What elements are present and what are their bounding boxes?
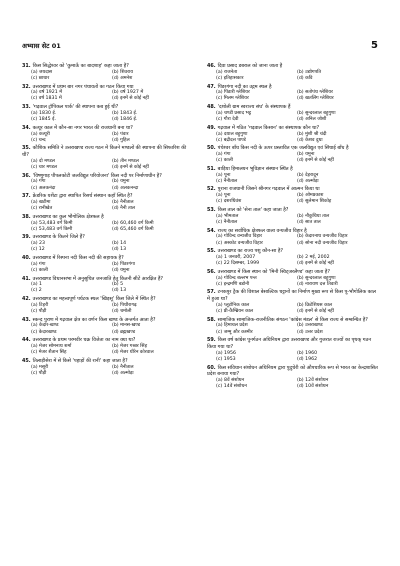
question-text: पुराना राजधानी जिसने श्रीनगर गढ़वाल में आत्मन किया था bbox=[217, 186, 320, 193]
question-number: 37. bbox=[22, 193, 31, 200]
answer-option: (d) अलकनन्दा bbox=[112, 185, 139, 191]
answer-option: (c) चार मण्डल bbox=[31, 164, 58, 170]
options-grid bbox=[207, 70, 378, 82]
options-grid bbox=[22, 323, 193, 335]
options-grid bbox=[207, 193, 378, 205]
options-grid bbox=[22, 344, 193, 356]
answer-option: (c) जम्मू और कश्मीर bbox=[216, 329, 253, 335]
answer-option: (b) 5 bbox=[112, 282, 124, 288]
question-item bbox=[22, 358, 193, 377]
question-text: दिवा प्रसाद डबराल को जाना जाता है bbox=[217, 63, 283, 69]
answer-option: (a) दयाल बहुगुणा bbox=[216, 131, 248, 137]
answer-option: (d) इनमें से कोई नहीं bbox=[112, 164, 149, 170]
page-header bbox=[22, 40, 378, 51]
left-column bbox=[22, 63, 193, 392]
answer-option: (a) 8वें संशोधन bbox=[216, 378, 245, 384]
answer-option: (d) 13 bbox=[112, 288, 127, 294]
question-text-line bbox=[207, 248, 378, 255]
question-text-line bbox=[22, 193, 193, 200]
answer-option: (c) प्री-कैम्ब्रियन काल bbox=[216, 309, 254, 314]
answer-option: (b) क्रिटेशियस काल bbox=[297, 302, 333, 308]
question-text: उत्तराखण्ड में रिस्पना नदी किस नदी की सहायक है? bbox=[32, 254, 124, 261]
question-item bbox=[22, 173, 193, 192]
question-number: 51. bbox=[207, 165, 216, 172]
question-text: कौशिक समिति ने उत्तराखण्ड राज्य गठन में कितने मण्डलों की स्थापना की सिफारिश की थी? bbox=[22, 145, 187, 159]
question-item bbox=[22, 125, 193, 144]
question-item bbox=[207, 317, 378, 336]
question-text: कत्यूर काल में कौन-सा नगर भारत की राजधानी बना था? bbox=[32, 124, 133, 131]
answer-option: (c) नैनीताल bbox=[216, 178, 238, 184]
answer-option: (b) 1843 ई. bbox=[112, 110, 138, 116]
question-number: 53. bbox=[207, 207, 216, 214]
answer-option: (b) नैनीताल bbox=[112, 200, 134, 205]
answer-option: (c) 1953 bbox=[216, 356, 236, 362]
question-item bbox=[207, 289, 378, 315]
answer-option: (c) बद्रीदत्त पाण्डे bbox=[216, 137, 246, 143]
question-item bbox=[207, 84, 378, 103]
question-number: 35. bbox=[22, 145, 31, 152]
question-number: 55. bbox=[207, 248, 216, 255]
question-number: 43. bbox=[22, 316, 31, 323]
answer-option: (a) भीमताल bbox=[216, 213, 239, 219]
options-grid bbox=[207, 90, 378, 102]
answer-option: (b) 2 मई, 2002 bbox=[297, 254, 330, 260]
answer-option: (a) मसूरी bbox=[31, 364, 49, 370]
answer-option: (d) 10वें संशोधन bbox=[297, 384, 329, 390]
answer-option: (a) टिहरी bbox=[31, 302, 49, 308]
question-text-line bbox=[22, 358, 193, 365]
answer-option: (a) 1830 ई. bbox=[31, 110, 57, 116]
question-number: 56. bbox=[207, 268, 216, 275]
answer-option: (d) उत्तर प्रदेश bbox=[297, 329, 323, 335]
answer-option: (b) उत्तराखण्ड bbox=[297, 323, 323, 329]
answer-option: (b) नौकुचिया ताल bbox=[297, 213, 330, 219]
answer-option: (a) 53,483 वर्ग किमी bbox=[31, 220, 73, 226]
answer-option: (a) गोविन्द वन्यजीव विहार bbox=[216, 234, 263, 240]
answer-option: (a) गोविन्द बल्लभ पन्त bbox=[216, 275, 257, 281]
question-text-line bbox=[22, 276, 193, 283]
question-item bbox=[207, 63, 378, 82]
question-number: 40. bbox=[22, 254, 31, 261]
answer-option: (b) 12वें संशोधन bbox=[297, 378, 329, 384]
question-number: 31. bbox=[22, 63, 31, 69]
answer-option: (d) नैनी ताल bbox=[112, 206, 136, 212]
answer-option: (d) 1846 ई. bbox=[112, 117, 138, 123]
answer-option: (d) 65,460 वर्ग किमी bbox=[112, 226, 154, 232]
answer-option: (d) 13 bbox=[112, 247, 127, 253]
answer-option: (b) शिवराय bbox=[112, 69, 133, 75]
options-grid bbox=[207, 152, 378, 164]
options-grid bbox=[207, 378, 378, 390]
question-number: 42. bbox=[22, 296, 31, 303]
question-text-line bbox=[207, 63, 378, 70]
question-text-line bbox=[207, 289, 378, 303]
question-text: टनकपुर ट्रैक की विशाल बेसाल्टिक चट्टानों का निर्माण मुख्य रूप से किस पू-भौगोलिक काल में हुआ था? bbox=[207, 289, 376, 303]
answer-option: (d) ब्रह्मखण्ड bbox=[112, 329, 136, 335]
answer-option: (a) 23 bbox=[31, 241, 45, 247]
answer-option: (c) इन्द्रमणि बडोनी bbox=[216, 281, 250, 287]
answer-option: (b) सुन्दरलाल बहुगुणा bbox=[297, 275, 336, 281]
question-text-line bbox=[22, 173, 193, 180]
question-text: सामाजिक सामाजिक-राजनीतिक संगठन 'कांग्रेस मंडल' से किस राज्य से सम्बन्धित है? bbox=[217, 316, 368, 323]
question-item bbox=[22, 276, 193, 295]
question-text: उत्तराखण्ड का कुल भौगोलिक क्षेत्रफल है bbox=[32, 213, 104, 220]
answer-option: (c) 53,483 वर्ग किमी bbox=[31, 226, 73, 232]
question-text-line bbox=[22, 125, 193, 132]
answer-option: (b) सुन्दरलाल बहुगुणा bbox=[297, 110, 336, 116]
question-number: 60. bbox=[207, 364, 216, 371]
answer-option: (a) केदार-खण्ड bbox=[31, 323, 59, 329]
question-item bbox=[22, 63, 193, 82]
answer-option: (b) तीन मण्डल bbox=[112, 158, 139, 164]
question-text: 'गढ़वाल ट्रॉपिकल पार्क' की स्थापना कब हुई थी? bbox=[32, 104, 119, 111]
question-number: 38. bbox=[22, 213, 31, 220]
answer-option: (d) सोना नदी वन्यजीव विहार bbox=[297, 240, 348, 246]
answer-option: (d) इनमें से कोई नहीं bbox=[297, 158, 334, 164]
answer-option: (c) नैनीताल bbox=[216, 219, 238, 225]
question-text-line bbox=[207, 365, 378, 379]
answer-option: (d) चमोली bbox=[112, 309, 132, 314]
question-item bbox=[22, 145, 193, 171]
options-grid bbox=[207, 255, 378, 267]
question-text-line bbox=[207, 104, 378, 111]
question-text-line bbox=[207, 125, 378, 132]
question-number: 44. bbox=[22, 337, 31, 344]
question-text: किस सिद्धेश्वर को 'कुमाऊँ का बादशाह' कहा जाता है? bbox=[32, 63, 129, 69]
answer-option: (c) काली bbox=[216, 158, 233, 164]
answer-option: (d) अल्मोड़ा bbox=[112, 370, 134, 376]
question-number: 50. bbox=[207, 145, 216, 152]
options-grid bbox=[207, 173, 378, 185]
question-item bbox=[207, 248, 378, 267]
question-number: 57. bbox=[207, 289, 216, 296]
answer-option: (a) खटीमा bbox=[31, 200, 51, 205]
answer-option: (c) 2 bbox=[31, 288, 42, 294]
options-grid bbox=[22, 365, 193, 377]
question-number: 41. bbox=[22, 275, 31, 282]
options-grid bbox=[207, 351, 378, 363]
question-text: फ्रेडरिक यशेंटा द्वारा स्थापित रिसर्च संस्थान कहाँ स्थित है? bbox=[32, 193, 133, 200]
question-text-line bbox=[22, 255, 193, 262]
question-number: 34. bbox=[22, 124, 31, 131]
answer-option: (b) मेजर गब्बर सिंह bbox=[112, 344, 148, 350]
answer-option: (b) वर्ष 1927 में bbox=[112, 90, 144, 96]
question-item bbox=[207, 104, 378, 123]
question-text: किस वर्ष कांग्रेस पुनर्गठन अधिनियम द्वारा उत्तराखण्ड और गुजरात राज्यों का पृथक् गठन किया गया था? bbox=[207, 337, 372, 351]
answer-option: (a) राजनेता bbox=[216, 69, 238, 75]
answer-option: (c) वर्ष 1831 में bbox=[31, 96, 62, 102]
answer-option: (b) यमुना bbox=[112, 179, 130, 185]
question-text: किस संविधान संशोधन अधिनियम द्वारा पुदुचेरी को औपचारिक रूप से भारत का केन्द्रशासित प्रदेश बनाया गया? bbox=[207, 364, 378, 378]
page-number: 5 bbox=[371, 40, 378, 51]
answer-option: (a) दो मण्डल bbox=[31, 158, 55, 164]
answer-option: (d) गुहिल bbox=[112, 137, 130, 143]
options-grid bbox=[22, 90, 193, 102]
question-text-line bbox=[207, 186, 378, 193]
options-grid bbox=[207, 111, 378, 123]
answer-option: (c) 14वें संशोधन bbox=[216, 384, 247, 390]
question-text-line bbox=[22, 214, 193, 221]
question-text: उत्तराखण्ड के प्रथम परमवीर चक्र विजेता का नाम क्या था? bbox=[32, 337, 136, 344]
options-grid bbox=[207, 276, 378, 288]
answer-option: (d) सुलेमान शिकोह bbox=[297, 199, 332, 205]
question-text: उत्तराखण्ड में किस स्थान को 'मिनी स्विट्जरलैण्ड' कहा जाता है? bbox=[217, 268, 330, 275]
answer-option: (d) खतलिंग ग्लेशियर bbox=[297, 96, 334, 102]
question-item bbox=[207, 125, 378, 144]
question-item bbox=[207, 166, 378, 185]
question-text-line bbox=[207, 145, 378, 152]
answer-option: (d) मेजर धीरेन कोरवाल bbox=[112, 350, 154, 356]
question-number: 52. bbox=[207, 186, 216, 193]
options-grid bbox=[207, 132, 378, 144]
answer-option: (b) 1960 bbox=[297, 350, 318, 356]
question-item bbox=[22, 296, 193, 315]
answer-option: (d) केशव दुधा bbox=[297, 137, 323, 143]
options-grid bbox=[22, 282, 193, 294]
question-text: तिलाड़ीसेरा में से किसे 'पहाड़ों की रानी' कहा जाता है? bbox=[32, 357, 128, 364]
answer-option: (a) जयदास bbox=[31, 69, 53, 75]
answer-option: (d) यमुना bbox=[112, 267, 130, 273]
question-text: राज्य का सर्वाधिक क्षेत्रफल वाला वन्यजीव विहार है bbox=[217, 227, 307, 234]
answer-option: (c) गौरा देवी bbox=[216, 117, 239, 123]
question-text-line bbox=[22, 145, 193, 159]
answer-option: (a) 1 bbox=[31, 282, 43, 288]
answer-option: (b) पिंडरगंगा bbox=[112, 261, 135, 267]
question-text-line bbox=[207, 269, 378, 276]
question-text: उत्तराखण्ड विधानसभा में अनुसूचित जनजाति हेतु कितनी सीटें आरक्षित हैं? bbox=[32, 275, 164, 282]
options-grid bbox=[22, 159, 193, 171]
answer-option: (a) हिमाचल प्रदेश bbox=[216, 323, 248, 329]
question-text: किस ताल को 'सेना ताल' कहा जाता है? bbox=[217, 207, 289, 214]
options-grid bbox=[207, 303, 378, 315]
answer-option: (b) मानस-खण्ड bbox=[112, 323, 141, 329]
question-text: पिंडरगंगा नदी का उद्गम स्थल है bbox=[217, 83, 272, 90]
answer-option: (a) कत्यूरी bbox=[31, 131, 50, 137]
options-grid bbox=[22, 262, 193, 274]
question-number: 45. bbox=[22, 357, 31, 364]
answer-option: (b) पिथौरागढ़ bbox=[112, 302, 137, 308]
question-text-line bbox=[207, 207, 378, 214]
right-column bbox=[207, 63, 378, 392]
question-item bbox=[207, 186, 378, 205]
question-number: 59. bbox=[207, 337, 216, 344]
answer-option: (d) अनिल जोशी bbox=[297, 117, 327, 123]
answer-option: (c) 12 bbox=[31, 247, 45, 253]
answer-option: (c) इतिहासकार bbox=[216, 75, 244, 81]
answer-option: (a) पूना bbox=[216, 193, 231, 199]
question-item bbox=[22, 193, 193, 212]
question-item bbox=[207, 228, 378, 247]
options-grid bbox=[207, 214, 378, 226]
question-text: उत्तराखण्ड के कितने जिले हैं? bbox=[32, 234, 85, 241]
answer-option: (b) नैनीताल bbox=[112, 364, 134, 370]
question-number: 36. bbox=[22, 172, 31, 179]
answer-option: (d) अल्मोड़ा bbox=[297, 178, 319, 184]
question-text: उत्तराखण्ड में प्रथम बार नगर पंचायतों का गठन किया गया bbox=[32, 83, 134, 90]
question-text: पंचेश्वर बाँध किस नदी के ऊपर प्रस्तावित एक जलविद्युत एवं सिंचाई बाँध है bbox=[217, 145, 349, 152]
answer-option: (c) केदारखण्ड bbox=[31, 329, 57, 335]
question-number: 33. bbox=[22, 104, 31, 111]
options-grid bbox=[22, 221, 193, 233]
question-number: 48. bbox=[207, 104, 216, 111]
question-number: 49. bbox=[207, 124, 216, 131]
question-item bbox=[207, 337, 378, 363]
question-text: 'दशोली ग्राम स्वराज्य संघ' के संस्थापक हैं bbox=[217, 104, 291, 111]
question-item bbox=[22, 84, 193, 103]
question-item bbox=[207, 145, 378, 164]
question-item bbox=[207, 207, 378, 226]
answer-option: (b) 60,460 वर्ग किमी bbox=[112, 220, 154, 226]
answer-option: (d) अमनेश bbox=[112, 75, 133, 81]
answer-option: (c) 1845 ई. bbox=[31, 117, 56, 123]
answer-option: (c) रानीखेत bbox=[31, 206, 53, 212]
answer-option: (a) वर्ष 1921 में bbox=[31, 90, 63, 96]
answer-option: (c) मिलम ग्लेशियर bbox=[216, 96, 249, 102]
answer-option: (c) चन्द bbox=[31, 137, 46, 143]
answer-option: (a) चण्डी प्रसाद भट्ट bbox=[216, 110, 252, 116]
question-number: 58. bbox=[207, 316, 216, 323]
question-text-line bbox=[22, 234, 193, 241]
section-title: अभ्यास सेट 01 bbox=[22, 42, 61, 50]
question-number: 46. bbox=[207, 63, 216, 69]
question-item bbox=[22, 255, 193, 274]
answer-option: (a) गंगा bbox=[31, 261, 46, 267]
answer-option: (b) पंवार bbox=[112, 131, 129, 137]
answer-option: (c) छाधार bbox=[31, 75, 50, 81]
options-grid bbox=[22, 70, 193, 82]
answer-option: (c) पौड़ी bbox=[31, 309, 47, 314]
options-grid bbox=[22, 132, 193, 144]
answer-option: (c) दशरथिवंश bbox=[216, 199, 242, 205]
answer-option: (d) 1962 bbox=[297, 356, 318, 362]
question-text-line bbox=[22, 296, 193, 303]
options-grid bbox=[22, 303, 193, 315]
answer-option: (c) अस्कोट वन्यजीव विहार bbox=[216, 240, 263, 246]
answer-option: (d) नारायण दत्त तिवारी bbox=[297, 281, 338, 287]
question-number: 39. bbox=[22, 234, 31, 241]
answer-option: (d) कवि bbox=[297, 75, 313, 81]
options-grid bbox=[207, 323, 378, 335]
question-item bbox=[22, 337, 193, 356]
answer-option: (d) इनमें से कोई नहीं bbox=[297, 261, 334, 267]
answer-option: (c) अलकनंदा bbox=[31, 185, 56, 191]
question-text: स्कन्द पुराण में गढ़वाल क्षेत्र का वर्णन किस खण्ड के अन्तर्गत आता है? bbox=[32, 316, 156, 323]
answer-option: (b) 14 bbox=[112, 241, 127, 247]
question-item bbox=[22, 104, 193, 123]
answer-option: (b) ओमप्रकाश bbox=[297, 193, 324, 199]
answer-option: (a) 1 जनवरी, 2007 bbox=[216, 254, 256, 260]
answer-option: (b) देहरादून bbox=[297, 172, 319, 178]
question-columns bbox=[22, 63, 378, 392]
answer-option: (a) पिंडारी ग्लेशियर bbox=[216, 90, 250, 96]
answer-option: (a) प्लूटोनिक काल bbox=[216, 302, 250, 308]
answer-option: (b) मुंशी श्री चंदी bbox=[297, 131, 327, 137]
question-text-line bbox=[207, 337, 378, 351]
question-item bbox=[207, 365, 378, 391]
answer-option: (c) 22 दिसम्बर, 1999 bbox=[216, 261, 260, 267]
answer-option: (c) पौड़ी bbox=[31, 370, 47, 376]
question-number: 54. bbox=[207, 227, 216, 234]
answer-option: (d) इनमें से कोई नहीं bbox=[112, 96, 149, 102]
question-item bbox=[22, 317, 193, 336]
answer-option: (b) यमुना bbox=[297, 152, 315, 158]
answer-option: (a) मेजर सोमनाथ शर्मा bbox=[31, 344, 72, 350]
question-text: 'विष्णुगाड़ पीपलकोटी जलविद्युत परियोजना' किस नदी पर निर्माणाधीन है? bbox=[32, 172, 162, 179]
question-item bbox=[22, 214, 193, 233]
answer-option: (a) पूना bbox=[216, 172, 231, 178]
answer-option: (a) गंगा bbox=[216, 152, 231, 158]
options-grid bbox=[207, 234, 378, 246]
question-item bbox=[207, 269, 378, 288]
options-grid bbox=[22, 200, 193, 212]
options-grid bbox=[22, 241, 193, 253]
answer-option: (a) 1956 bbox=[216, 350, 236, 356]
question-number: 47. bbox=[207, 83, 216, 90]
answer-option: (c) काली bbox=[31, 267, 48, 273]
question-text: गढ़वाल में गठित 'गढ़वाल किसान' का संस्थापक कौन था? bbox=[217, 124, 320, 131]
question-text-line bbox=[22, 63, 193, 70]
answer-option: (a) गंगा bbox=[31, 179, 46, 185]
question-text: उत्तराखण्ड का राज्य पशु कौन-सा है? bbox=[217, 248, 284, 255]
question-number: 32. bbox=[22, 83, 31, 90]
question-text-line bbox=[22, 104, 193, 111]
answer-option: (b) सतोपंथ ग्लेशियर bbox=[297, 90, 333, 96]
question-text: उत्तराखण्ड का महत्त्वपूर्ण पर्यटक स्थल 'खिड़सू' किस जिले में स्थित है? bbox=[32, 296, 156, 303]
answer-option: (b) केदारनाथ वन्यजीव विहार bbox=[297, 234, 348, 240]
answer-option: (d) सात ताल bbox=[297, 219, 321, 225]
options-grid bbox=[22, 179, 193, 191]
answer-option: (d) इनमें से कोई नहीं bbox=[297, 309, 334, 314]
question-text: बाड़िया हिमालयन भूविज्ञान संस्थान स्थित है bbox=[217, 165, 293, 172]
question-text-line bbox=[207, 166, 378, 173]
question-item bbox=[22, 234, 193, 253]
answer-option: (b) उद्योगपति bbox=[297, 69, 322, 75]
options-grid bbox=[22, 111, 193, 123]
answer-option: (c) मेजर शैतान सिंह bbox=[31, 350, 67, 356]
